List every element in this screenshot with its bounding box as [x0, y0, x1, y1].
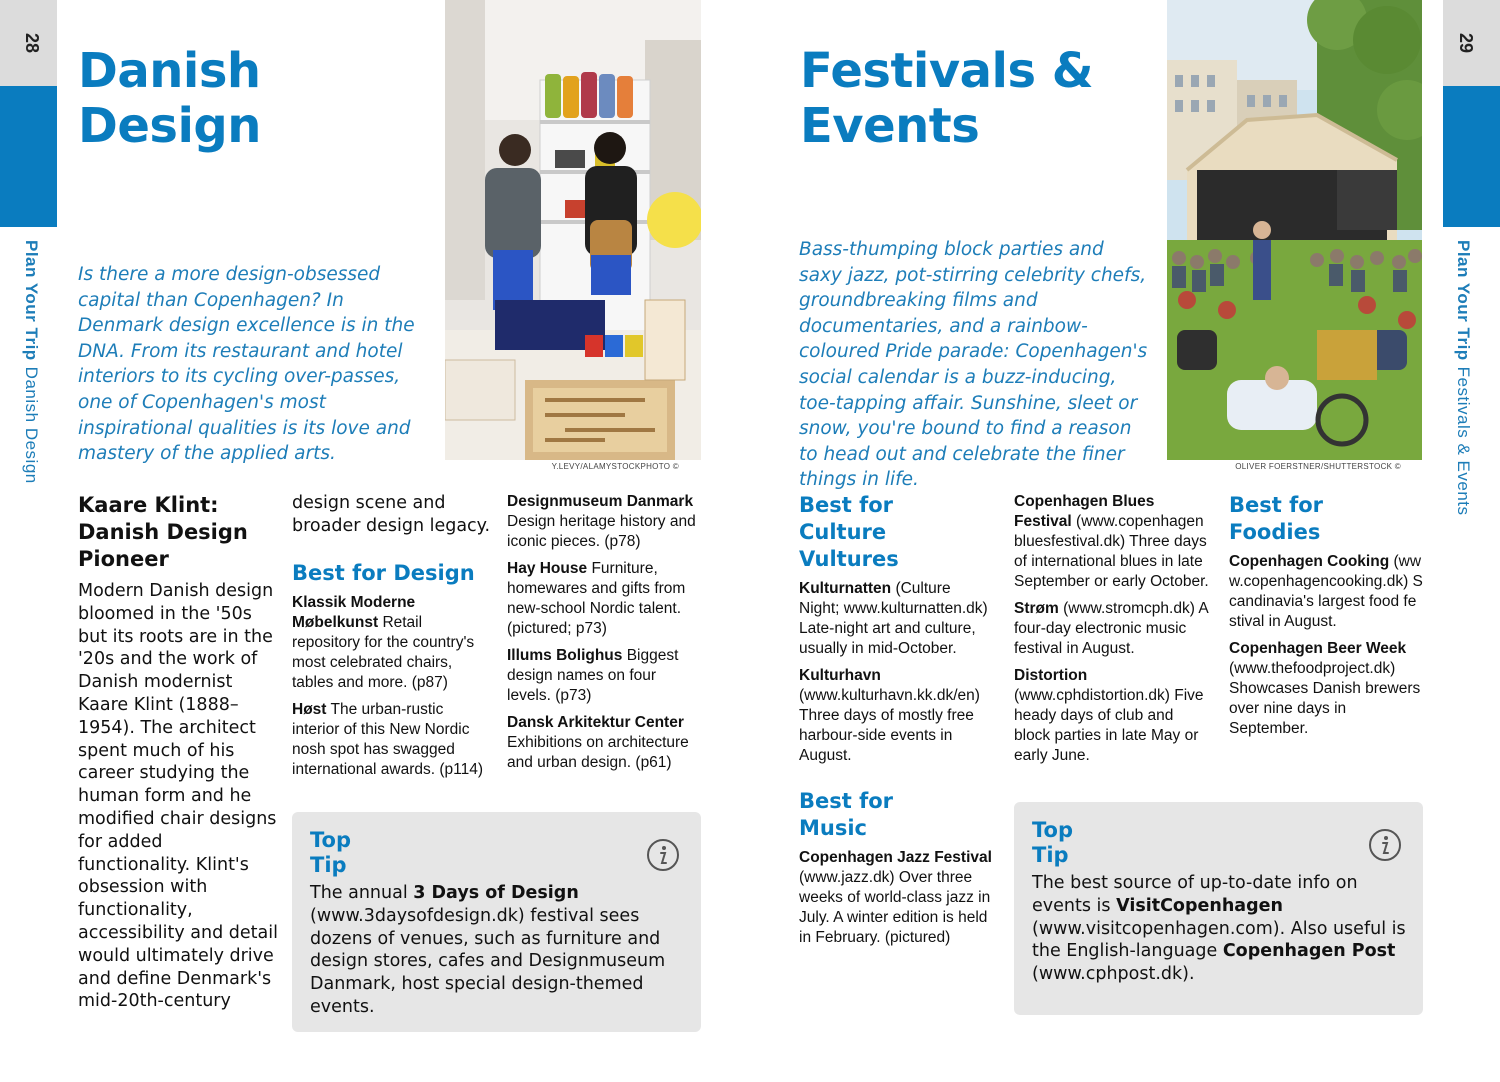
list-item — [1229, 639, 1424, 739]
title-line-1: Festivals & — [800, 43, 1094, 99]
photo-credit: OLIVER FOERSTNER/SHUTTERSTOCK © — [1235, 462, 1401, 471]
tip-heading-line-1: Top — [310, 828, 351, 852]
title-line-1: Danish — [78, 43, 261, 99]
item-name: Distortion — [1014, 667, 1088, 684]
side-section-label — [1453, 240, 1473, 516]
side-label-topic: Danish Design — [22, 366, 41, 484]
item-name: Klassik Moderne Møbelkunst — [292, 593, 416, 631]
item-desc: The urban-rustic interior of this New Nordic nosh spot has swagged international awards. (p114) — [292, 700, 483, 778]
best-for-foodies-heading: Best for Foodies — [1229, 493, 1324, 544]
top-tip-box — [1014, 802, 1423, 1015]
item-desc: (www.copenhagencooking.dk) Scandinavia's largest food festival in August. — [1229, 553, 1423, 630]
item-name: Copenhagen Jazz Festival — [799, 849, 992, 866]
tip-heading-line-2: Tip — [1032, 843, 1069, 867]
item-desc: (www.kulturhavn.kk.dk/en) Three days of mostly free harbour-side events in August. — [799, 687, 980, 764]
top-tip-heading — [310, 828, 351, 878]
tip-text-part: (www.3daysofdesign.dk) festival sees dozens of venues, such as furniture and design stores, cafes and Designmuseum Danmark, host special design-themed events. — [310, 905, 666, 1017]
intro-paragraph: Bass-thumping block parties and saxy jazz, pot-stirring celebrity chefs, groundbreaking films and documentaries, and a rainbow-coloured Pride parade: Copenhagen's social calendar is a buzz-inducing, toe-tapping affair. Sunshine, sleet or snow, you're bound to find a reason to head out and celebrate the finer things in life. — [799, 239, 1148, 491]
side-label-topic: Festivals & Events — [1454, 366, 1473, 516]
tip-text-part: (www.cphpost.dk). — [1032, 964, 1195, 985]
design-store-photo — [445, 0, 701, 460]
list-item — [799, 666, 994, 766]
list-item — [799, 579, 994, 659]
page-title — [800, 44, 1093, 154]
item-name: Kulturnatten — [799, 580, 892, 597]
list-item — [799, 848, 994, 948]
tip-text-part: The annual — [310, 883, 414, 903]
item-desc: Furniture, homewares and gifts from new-school Nordic talent. (pictured; p73) — [507, 560, 686, 637]
item-desc: Design heritage history and iconic pieces. (p78) — [507, 513, 696, 550]
feature-body-continued: design scene and broader design legacy. — [292, 493, 491, 536]
item-desc: (www.jazz.dk) Over three weeks of world-class jazz in July. A winter edition is held in February. (pictured) — [799, 869, 991, 946]
page-tab-blue — [0, 86, 57, 227]
item-desc: (www.cphdistortion.dk) Five heady days of club and block parties in late May or early June. — [1014, 687, 1204, 764]
list-item — [1014, 666, 1209, 766]
page-tab-blue — [1443, 86, 1500, 227]
tip-text-bold: Copenhagen Post — [1222, 941, 1396, 962]
item-name: Copenhagen Beer Week — [1229, 640, 1407, 657]
info-icon — [1368, 828, 1402, 862]
top-tip-text — [1032, 872, 1407, 986]
best-for-culture-heading: Best for Culture Vultures — [799, 493, 899, 571]
title-line-2: Events — [800, 98, 980, 154]
top-tip-heading — [1032, 818, 1073, 868]
feature-body: Modern Danish design bloomed in the '50s but its roots are in the '20s and the work of Danish modernist Kaare Klint (1888–1954). The architect spent much of his career studying the human form and he modified chair designs for added functionality. Klint's obsession with functionality, accessibility and detail would ultimately drive and define Denmark's mid-20th-century — [78, 581, 278, 1012]
tip-heading-line-2: Tip — [310, 853, 347, 877]
item-name: Designmuseum Danmark — [507, 493, 694, 510]
item-name: Strøm — [1014, 600, 1059, 617]
side-label-bold: Plan Your Trip — [22, 240, 41, 361]
item-desc: (www.copenhagenbluesfestival.dk) Three days of international blues in late September or early October. — [1014, 513, 1209, 590]
list-item — [507, 713, 702, 773]
festival-photo — [1167, 0, 1422, 460]
tip-text-bold: VisitCopenhagen — [1116, 895, 1283, 916]
best-for-design-heading: Best for Design — [292, 560, 475, 585]
item-name: Copenhagen Cooking — [1229, 553, 1390, 570]
list-item — [507, 492, 702, 552]
top-tip-text — [310, 882, 685, 1019]
item-desc: (Culture Night; www.kulturnatten.dk) Late-night art and culture, usually in mid-October. — [799, 580, 988, 657]
list-item — [1014, 599, 1209, 659]
title-line-2: Design — [78, 98, 261, 154]
page-title — [78, 44, 261, 154]
top-tip-box — [292, 812, 701, 1032]
list-item — [1229, 552, 1424, 632]
intro-paragraph: Is there a more design-obsessed capital than Copenhagen? In Denmark design excellence is in the DNA. From its restaurant and hotel interiors to its cycling over-passes, one of Copenhagen's most inspirational qualities is its love and mastery of the applied arts. — [78, 264, 415, 465]
photo-credit: Y.LEVY/ALAMYSTOCKPHOTO © — [551, 462, 679, 471]
item-name: Copenhagen Blues Festival — [1014, 493, 1155, 530]
item-desc: Exhibitions on architecture and urban design. (p61) — [507, 734, 689, 771]
item-name: Hay House — [507, 560, 588, 577]
item-name: Dansk Arkitektur Center — [507, 714, 684, 731]
tip-text-part: The best source of up-to-date info on events is — [1032, 873, 1358, 916]
list-item — [1014, 492, 1209, 592]
tip-heading-line-1: Top — [1032, 818, 1073, 842]
list-item — [292, 700, 492, 780]
item-desc: Retail repository for the country's most celebrated chairs, tables and more. (p87) — [292, 613, 475, 691]
best-for-music-heading: Best for Music — [799, 789, 894, 840]
tip-text-bold: 3 Days of Design — [413, 883, 579, 903]
item-desc: (www.stromcph.dk) A four-day electronic music festival in August. — [1014, 600, 1208, 657]
tip-text-part: (www.visitcopenhagen.com). Also useful is the English-language — [1032, 918, 1406, 962]
feature-heading: Kaare Klint: Danish Design Pioneer — [78, 493, 248, 571]
side-label-bold: Plan Your Trip — [1454, 240, 1473, 361]
list-item — [507, 559, 702, 639]
item-name: Kulturhavn — [799, 667, 881, 684]
item-name: Illums Bolighus — [507, 647, 623, 664]
page-number: 29 — [1456, 33, 1476, 54]
list-item — [507, 646, 702, 706]
item-name: Høst — [292, 700, 327, 718]
info-icon — [646, 838, 680, 872]
list-item — [292, 593, 492, 693]
item-desc: Biggest design names on four levels. (p73) — [507, 647, 679, 704]
page-number: 28 — [22, 33, 42, 54]
side-section-label — [21, 240, 41, 484]
item-desc: (www.thefoodproject.dk) Showcases Danish brewers over nine days in September. — [1229, 660, 1421, 737]
